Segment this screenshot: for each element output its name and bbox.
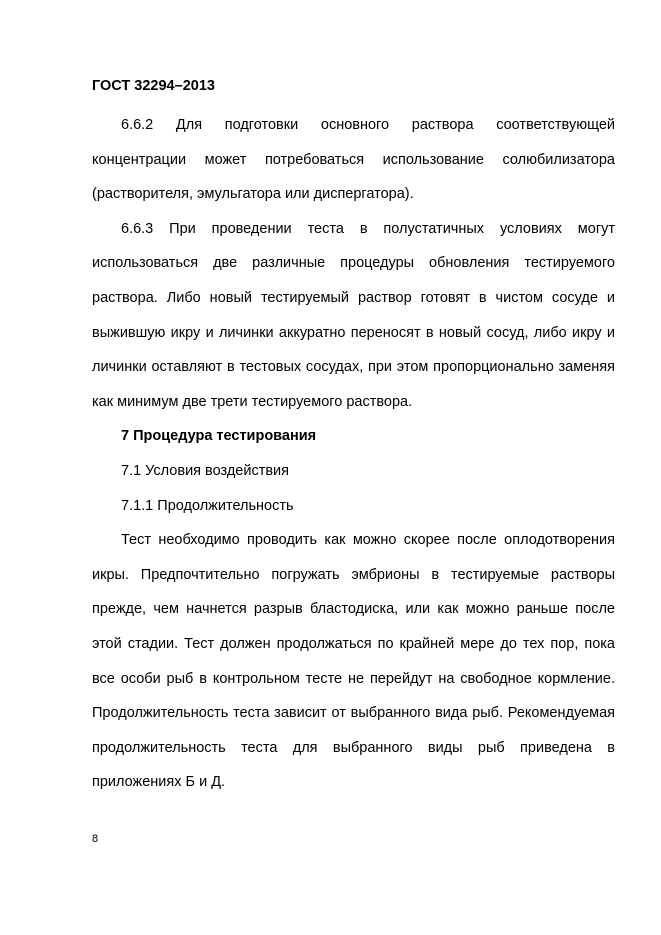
subsection-heading-7-1: 7.1 Условия воздействия <box>121 462 289 479</box>
page-number: 8 <box>92 833 99 845</box>
paragraph-6-6-2: 6.6.2 Для подготовки основного раствора соответствующей концентрации может потребоваться использование солюбилизатора (растворителя, эмульгатора или диспергатора). <box>92 117 615 203</box>
section-heading-7: 7 Процедура тестирования <box>121 428 317 445</box>
subsection-heading-7-1-1: 7.1.1 Продолжительность <box>121 497 294 514</box>
document-header: ГОСТ 32294–2013 <box>92 78 215 94</box>
paragraph-duration: Тест необходимо проводить как можно скорее после оплодотворения икры. Предпочтительно погружать эмбрионы в тестируемые растворы прежде, чем начнется разрыв бластодиска, или как можно раньше после этой стадии. Тест должен продолжаться по крайней мере до тех пор, пока все особи рыб в контрольном тесте не перейдут на свободное кормление. Продолжительность теста зависит от выбранного вида рыб. Рекомендуемая продолжительность теста для выбранного виды рыб приведена в приложениях Б и Д. <box>92 532 615 791</box>
paragraph-6-6-3: 6.6.3 При проведении теста в полустатичных условиях могут использоваться две различные процедуры обновления тестируемого раствора. Либо новый тестируемый раствор готовят в чистом сосуде и выжившую икру и личинки аккуратно переносят в новый сосуд, либо икру и личинки оставляют в тестовых сосудах, при этом пропорционально заменяя как минимум две трети тестируемого раствора. <box>92 220 615 410</box>
document-body <box>92 108 615 800</box>
